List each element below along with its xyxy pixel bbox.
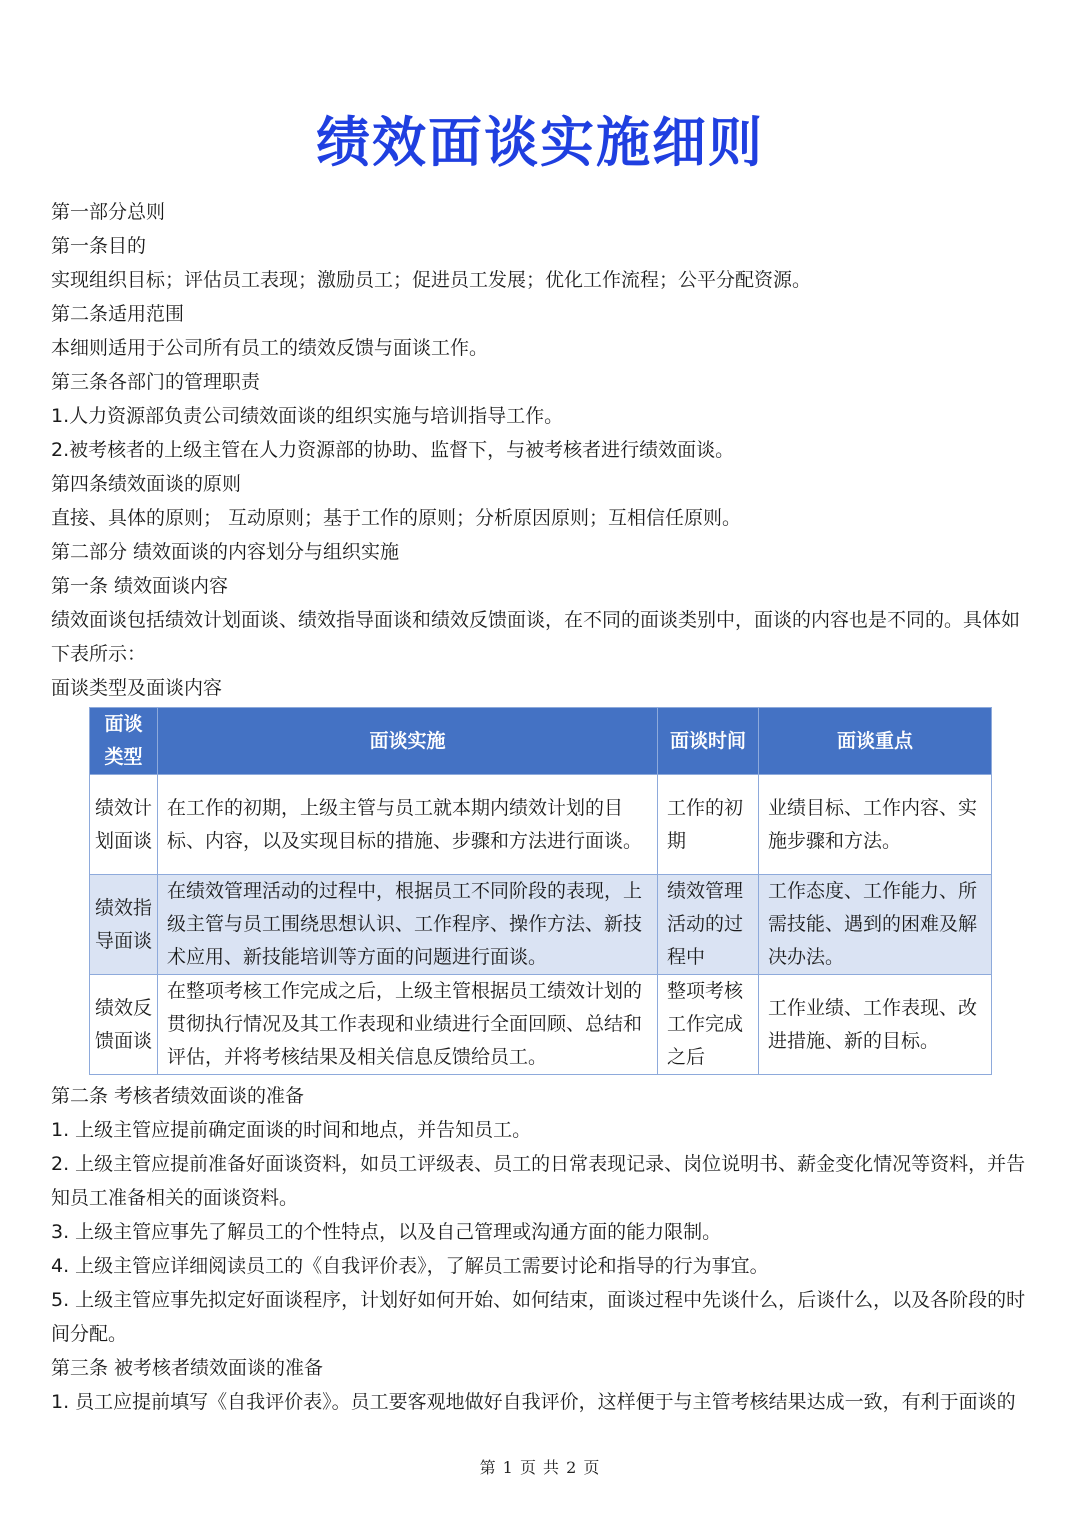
section-heading: 第二部分 绩效面谈的内容划分与组织实施 [51, 541, 400, 563]
cell-implementation: 在工作的初期，上级主管与员工就本期内绩效计划的目标、内容，以及实现目标的措施、步骤和方法进行面谈。 [158, 775, 658, 875]
interview-table [89, 707, 991, 1075]
article-heading: 第二条 考核者绩效面谈的准备 [51, 1085, 305, 1107]
body-text: 本细则适用于公司所有员工的绩效反馈与面谈工作。 [51, 337, 489, 359]
cell-time: 绩效管理活动的过程中 [658, 875, 759, 975]
cell-type: 绩效计划面谈 [90, 775, 158, 875]
article-heading: 第一条 绩效面谈内容 [51, 575, 229, 597]
body-text: 1.人力资源部负责公司绩效面谈的组织实施与培训指导工作。 [51, 405, 564, 427]
body-text: 2. 上级主管应提前准备好面谈资料，如员工评级表、员工的日常表现记录、岗位说明书、薪金变化情况等资料，并告知员工准备相关的面谈资料。 [51, 1153, 1026, 1209]
table-header-implementation: 面谈实施 [158, 708, 658, 775]
body-text: 1. 上级主管应提前确定面谈的时间和地点，并告知员工。 [51, 1119, 532, 1141]
section-heading: 第一部分总则 [51, 201, 166, 223]
table-header-focus: 面谈重点 [759, 708, 992, 775]
body-text: 1. 员工应提前填写《自我评价表》。员工要客观地做好自我评价，这样便于与主管考核结果达成一致，有利于面谈的 [51, 1391, 1016, 1413]
cell-time: 工作的初期 [658, 775, 759, 875]
cell-focus: 工作态度、工作能力、所需技能、遇到的困难及解决办法。 [759, 875, 992, 975]
cell-focus: 业绩目标、工作内容、实施步骤和方法。 [759, 775, 992, 875]
article-heading: 第四条绩效面谈的原则 [51, 473, 242, 495]
cell-type: 绩效指导面谈 [90, 875, 158, 975]
cell-time: 整项考核工作完成之后 [658, 975, 759, 1075]
article-heading: 第三条 被考核者绩效面谈的准备 [51, 1357, 324, 1379]
table-header-time: 面谈时间 [658, 708, 759, 775]
body-text: 4. 上级主管应详细阅读员工的《自我评价表》，了解员工需要讨论和指导的行为事宜。 [51, 1255, 769, 1277]
table-row [90, 775, 992, 875]
page-footer: 第 1 页 共 2 页 [479, 1458, 601, 1477]
cell-focus: 工作业绩、工作表现、改进措施、新的目标。 [759, 975, 992, 1075]
document-title: 绩效面谈实施细则 [316, 111, 764, 174]
article-heading: 第三条各部门的管理职责 [51, 371, 261, 393]
body-text: 2.被考核者的上级主管在人力资源部的协助、监督下，与被考核者进行绩效面谈。 [51, 439, 735, 461]
article-heading: 第一条目的 [51, 235, 147, 257]
body-bottom [51, 1079, 1033, 1419]
intro-paragraph: 绩效面谈包括绩效计划面谈、绩效指导面谈和绩效反馈面谈，在不同的面谈类别中，面谈的内容也是不同的。具体如下表所示： [51, 609, 1021, 665]
cell-type: 绩效反馈面谈 [90, 975, 158, 1075]
body-text: 直接、具体的原则； 互动原则；基于工作的原则；分析原因原则；互相信任原则。 [51, 507, 742, 529]
body-text: 实现组织目标；评估员工表现；激励员工；促进员工发展；优化工作流程；公平分配资源。 [51, 269, 812, 291]
table-header-type: 面谈类型 [90, 708, 158, 775]
cell-implementation: 在整项考核工作完成之后，上级主管根据员工绩效计划的贯彻执行情况及其工作表现和业绩进行全面回顾、总结和评估，并将考核结果及相关信息反馈给员工。 [158, 975, 658, 1075]
body-text: 3. 上级主管应事先了解员工的个性特点，以及自己管理或沟通方面的能力限制。 [51, 1221, 722, 1243]
table-row [90, 975, 992, 1075]
table-row [90, 875, 992, 975]
body-top [51, 195, 1033, 705]
body-text: 5. 上级主管应事先拟定好面谈程序，计划好如何开始、如何结束，面谈过程中先谈什么，后谈什么，以及各阶段的时间分配。 [51, 1289, 1026, 1345]
table-caption: 面谈类型及面谈内容 [51, 677, 223, 699]
article-heading: 第二条适用范围 [51, 303, 185, 325]
cell-implementation: 在绩效管理活动的过程中，根据员工不同阶段的表现，上级主管与员工围绕思想认识、工作程序、操作方法、新技术应用、新技能培训等方面的问题进行面谈。 [158, 875, 658, 975]
